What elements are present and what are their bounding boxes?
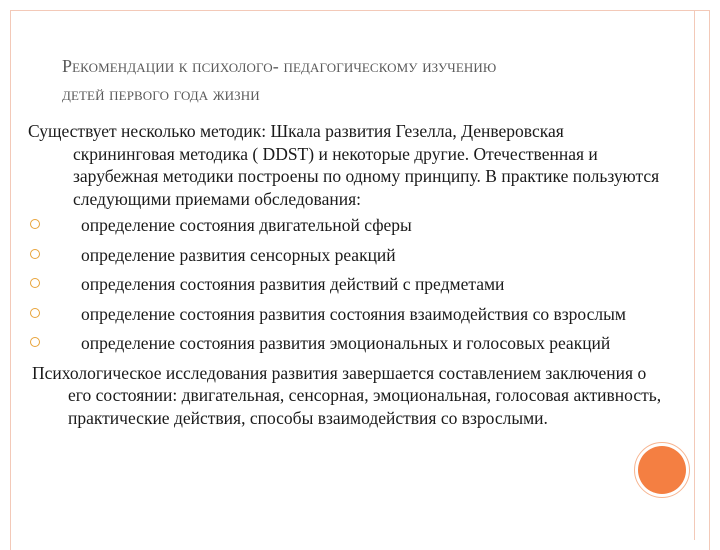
list-item [28, 244, 668, 267]
circle-bullet-icon [30, 249, 40, 259]
list-item-text: определение состояния развития эмоциональных и голосовых реакций [81, 333, 611, 353]
circle-bullet-icon [30, 278, 40, 288]
list-item [28, 273, 668, 296]
list-item [28, 303, 668, 326]
list-item-text: определение развития сенсорных реакций [81, 244, 396, 265]
list-item-text: определение состояния двигательной сферы [81, 215, 412, 235]
slide-title [62, 52, 682, 108]
list-item [28, 332, 668, 355]
circle-bullet-icon [30, 219, 40, 229]
list-item-text: определения состояния развития действий с предметами [81, 274, 505, 294]
list-item-text: определение состояния развития состояния взаимодействия со взрослым [81, 303, 626, 324]
circle-bullet-icon [30, 308, 40, 318]
slide-title-line-2: детей первого года жизни [62, 84, 260, 104]
methods-list [28, 214, 668, 355]
slide-title-line-1: Рекомендации к психолого- педагогическому изучению [62, 56, 497, 76]
decorative-orange-circle [638, 446, 686, 494]
list-item [28, 214, 668, 237]
intro-paragraph: Существует несколько методик: Шкала развития Гезелла, Денверовская скрининговая методика ( DDST) и некоторые другие. Отечественная и зарубежная методики построены по одному принципу. В практике пользуются следующими приемами обследования: [28, 121, 660, 209]
slide-body [28, 120, 668, 429]
conclusion-paragraph: Психологическое исследования развития завершается составлением заключения о его состоянии: двигательная, сенсорная, эмоциональная, голосовая активность, практические действия, способы взаимодействия со взрослыми. [32, 362, 662, 428]
circle-bullet-icon [30, 337, 40, 347]
slide-side-line [694, 10, 695, 540]
